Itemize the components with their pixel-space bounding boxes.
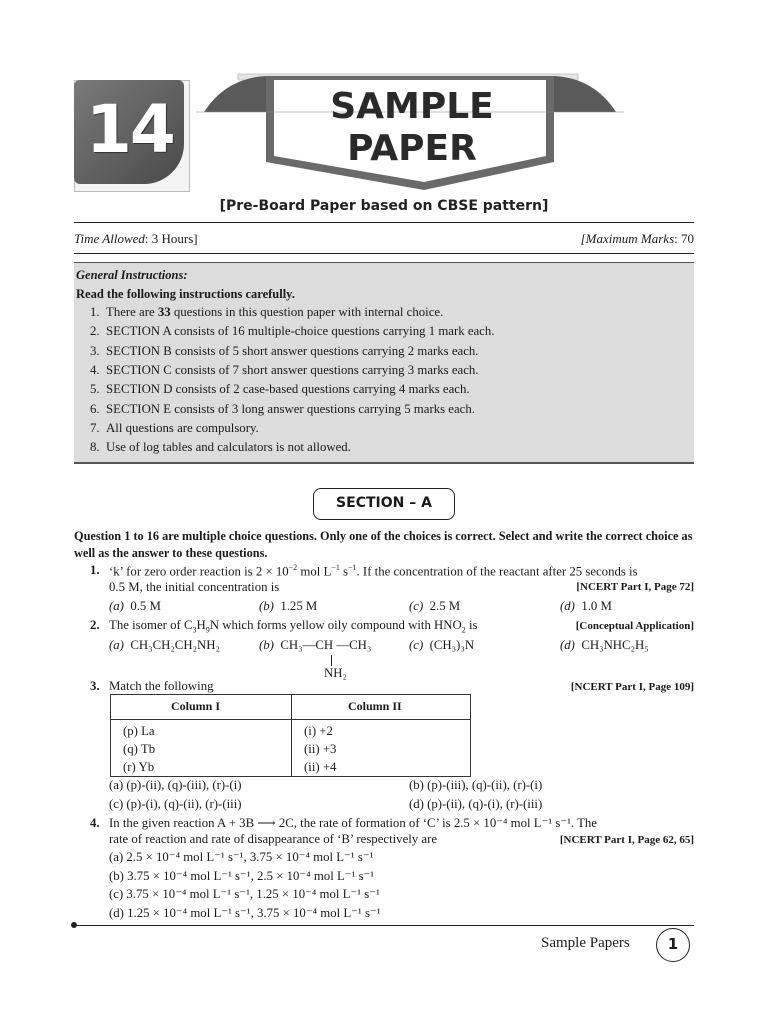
q2-option-a [109,638,220,653]
q1-sup-1: −2 [288,563,298,572]
instruction-item [90,305,443,320]
instruction-text: SECTION B consists of 5 short answer questions carrying 2 marks each. [106,343,479,358]
q3-option-d: (d) (p)-(ii), (q)-(i), (r)-(iii) [409,797,543,811]
q2-seg-b: H [196,618,206,632]
column-1-cell: (p) La [123,724,155,738]
q1-reference: [NCERT Part I, Page 72] [576,581,694,593]
q1-number: 1. [90,563,100,577]
instruction-emphasis: 33 [157,305,171,319]
instruction-text-tail: questions in this question paper with internal choice. [170,305,444,319]
q1-b-value: 1.25 M [280,599,318,613]
column-2-cell: (i) +2 [304,724,333,738]
q2-d-value: CH₃NHC₂H₅ [581,638,649,652]
q2-option-c [409,638,474,653]
instruction-number: 8. [90,440,100,455]
instruction-number: 1. [90,305,100,319]
instruction-text: All questions are compulsory. [106,420,259,435]
top-divider [74,222,694,223]
q1-option-d [560,599,612,614]
q1-d-label: (d) [560,599,575,613]
q2-a-label: (a) [109,638,124,652]
page-number: 1 [656,928,690,962]
q2-sub-2: 9 [205,625,210,635]
instruction-item [90,382,470,397]
instruction-number: 6. [90,401,100,416]
q2-reference: [Conceptual Application] [575,620,694,632]
q1-a-value: 0.5 M [130,599,161,613]
q1-seg-a: ‘k’ for zero order reaction is 2 × 10 [109,564,289,579]
title-line-1: SAMPLE [330,86,494,127]
q1-d-value: 1.0 M [581,599,612,613]
sample-paper-title [320,86,504,170]
q1-text-line2: 0.5 M, the initial concentration is [109,580,280,594]
time-allowed [74,231,198,247]
general-instructions-box [74,262,694,464]
q1-option-c [409,599,460,614]
instruction-number: 7. [90,420,100,435]
q2-a-value: CH₃CH₂CH₂NH₂ [130,638,220,652]
q1-option-b [259,599,317,614]
instruction-number: 2. [90,324,100,339]
q4-option-b: (b) 3.75 × 10⁻⁴ mol L⁻¹ s⁻¹, 2.5 × 10⁻⁴ mol L⁻¹ s⁻¹ [109,869,375,883]
column-1-header: Column I [171,699,221,713]
q2-b-value: CH₃—CH —CH₃ [280,638,372,652]
q2-seg-a: The isomer of C [109,618,193,632]
q4-text-line1: In the given reaction A + 3B ⟶ 2C, the rate of formation of ‘C’ is 2.5 × 10⁻⁴ mol L⁻¹ s⁻¹. The [109,816,597,830]
column-2-cell: (ii) +3 [304,742,337,756]
q1-sup-3: −1 [348,563,357,572]
q2-c-label: (c) [409,638,424,652]
instructions-heading: General Instructions: [76,268,188,282]
instruction-number: 5. [90,382,100,397]
time-label: Time Allowed [74,231,145,246]
table-column-rule [291,695,292,776]
q2-seg-c: N which forms yellow oily compound with HNO [209,618,462,632]
instruction-item [90,402,475,417]
q2-option-d [560,638,649,653]
column-1-cell: (r) Yb [123,760,155,774]
marks-value: : 70 [674,231,694,246]
instruction-text: SECTION E consists of 3 long answer questions carrying 5 marks each. [106,401,475,416]
q1-option-a [109,599,161,614]
q3-option-b: (b) (p)-(iii), (q)-(ii), (r)-(i) [409,778,543,792]
q1-seg-b: mol L [297,564,332,579]
instruction-text: Use of log tables and calculators is not allowed. [106,440,351,455]
instructions-read: Read the following instructions carefully. [76,287,295,301]
instruction-item [90,324,494,339]
instruction-item [90,421,259,436]
q3-text: Match the following [109,679,214,693]
q2-sub-1: 3 [192,625,197,635]
q2-branch-bond [331,655,332,666]
q1-b-label: (b) [259,599,274,613]
q2-sub-3: 2 [461,625,466,635]
q4-option-a: (a) 2.5 × 10⁻⁴ mol L⁻¹ s⁻¹, 3.75 × 10⁻⁴ mol L⁻¹ s⁻¹ [109,850,374,864]
column-2-header: Column II [348,699,402,713]
q2-seg-d: is [465,618,478,632]
column-2-cell: (ii) +4 [304,760,337,774]
q1-sup-2: −1 [331,563,340,572]
column-1-cell: (q) Tb [123,742,156,756]
instruction-text: SECTION A consists of 16 multiple-choice questions carrying 1 mark each. [106,324,495,339]
footer-label: Sample Papers [541,935,630,951]
time-value: : 3 Hours] [144,231,198,246]
q2-text [109,618,478,635]
q3-option-a: (a) (p)-(ii), (q)-(iii), (r)-(i) [109,778,242,792]
instruction-number: 3. [90,343,100,358]
instruction-item [90,363,478,378]
instruction-number: 4. [90,362,100,377]
instruction-text: There are [106,305,158,319]
q2-number: 2. [90,618,100,632]
section-a-heading: SECTION – A [313,488,455,520]
footer-rule [74,925,694,926]
q1-c-value: 2.5 M [429,599,461,613]
q2-b-label: (b) [259,638,274,652]
q1-seg-d: . If the concentration of the reactant after 25 seconds is [356,564,638,579]
paper-number-badge [74,80,194,192]
q1-seg-c: s [339,564,349,579]
paper-number: 14 [86,91,174,168]
match-table [110,694,471,777]
q1-a-label: (a) [109,599,124,613]
maximum-marks [540,231,694,247]
instruction-text: SECTION C consists of 7 short answer questions carrying 3 marks each. [106,362,479,377]
q2-option-b [259,638,371,653]
q2-c-value: (CH₃)₃N [429,638,475,652]
q3-number: 3. [90,679,100,693]
instruction-text: SECTION D consists of 2 case-based questions carrying 4 marks each. [106,382,470,397]
marks-label: [Maximum Marks [580,231,675,246]
q1-text-line1 [109,563,638,579]
q3-reference: [NCERT Part I, Page 109] [570,681,694,693]
instruction-item [90,440,351,455]
meta-divider [74,253,694,254]
q2-d-label: (d) [560,638,575,652]
section-intro: Question 1 to 16 are multiple choice questions. Only one of the choices is correct. Select and write the correct choice as well as the answer to these questions. [74,529,693,560]
instruction-item [90,344,478,359]
q4-reference: [NCERT Part I, Page 62, 65] [559,834,694,846]
q4-number: 4. [90,816,100,830]
title-line-2: PAPER [347,128,477,169]
q1-c-label: (c) [409,599,424,613]
q2-option-b-branch: NH₂ [324,666,347,680]
q3-option-c: (c) (p)-(i), (q)-(ii), (r)-(iii) [109,797,242,811]
q4-option-d: (d) 1.25 × 10⁻⁴ mol L⁻¹ s⁻¹, 3.75 × 10⁻⁴ mol L⁻¹ s⁻¹ [109,906,381,920]
q4-text-line2: rate of reaction and rate of disappearance of ‘B’ respectively are [109,832,438,846]
paper-subtitle: [Pre-Board Paper based on CBSE pattern] [219,198,549,214]
q4-option-c: (c) 3.75 × 10⁻⁴ mol L⁻¹ s⁻¹, 1.25 × 10⁻⁴ mol L⁻¹ s⁻¹ [109,887,380,901]
